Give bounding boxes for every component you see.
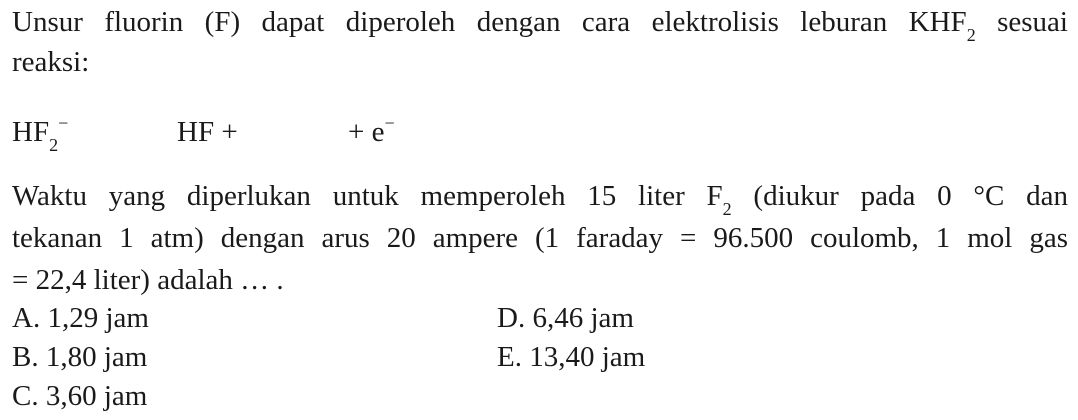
reactant-formula: HF: [12, 116, 50, 148]
reaction-product-electron: [348, 112, 395, 152]
intro-text-b: sesuai: [975, 6, 1068, 38]
body-text-b: (diukur pada 0 °C dan: [731, 180, 1068, 212]
electron-charge: −: [384, 113, 395, 133]
body-line-1: [12, 176, 1068, 219]
option-b[interactable]: B. 1,80 jam: [12, 341, 148, 373]
option-d[interactable]: D. 6,46 jam: [497, 302, 634, 334]
option-e[interactable]: E. 13,40 jam: [497, 341, 646, 373]
intro-line-1: [12, 2, 1068, 45]
intro-line-2: reaksi:: [12, 46, 90, 78]
option-c[interactable]: C. 3,60 jam: [12, 380, 148, 412]
reaction-reactant: [12, 112, 69, 155]
body-line-2: tekanan 1 atm) dengan arus 20 ampere (1 faraday = 96.500 coulomb, 1 mol gas: [12, 222, 1068, 254]
intro-text-a: Unsur fluorin (F) dapat diperoleh dengan cara elektrolisis leburan KHF: [12, 6, 967, 38]
body-subscript: 2: [722, 199, 732, 219]
option-a[interactable]: A. 1,29 jam: [12, 302, 149, 334]
reaction-product-hf: HF +: [177, 116, 238, 148]
reactant-charge: −: [58, 113, 69, 133]
body-line-3: = 22,4 liter) adalah … .: [12, 264, 284, 296]
intro-subscript: 2: [966, 25, 976, 45]
reactant-subscript: 2: [49, 135, 59, 155]
electron-text: + e: [348, 116, 385, 148]
body-text-a: Waktu yang diperlukan untuk memperoleh 15 liter F: [12, 180, 723, 212]
